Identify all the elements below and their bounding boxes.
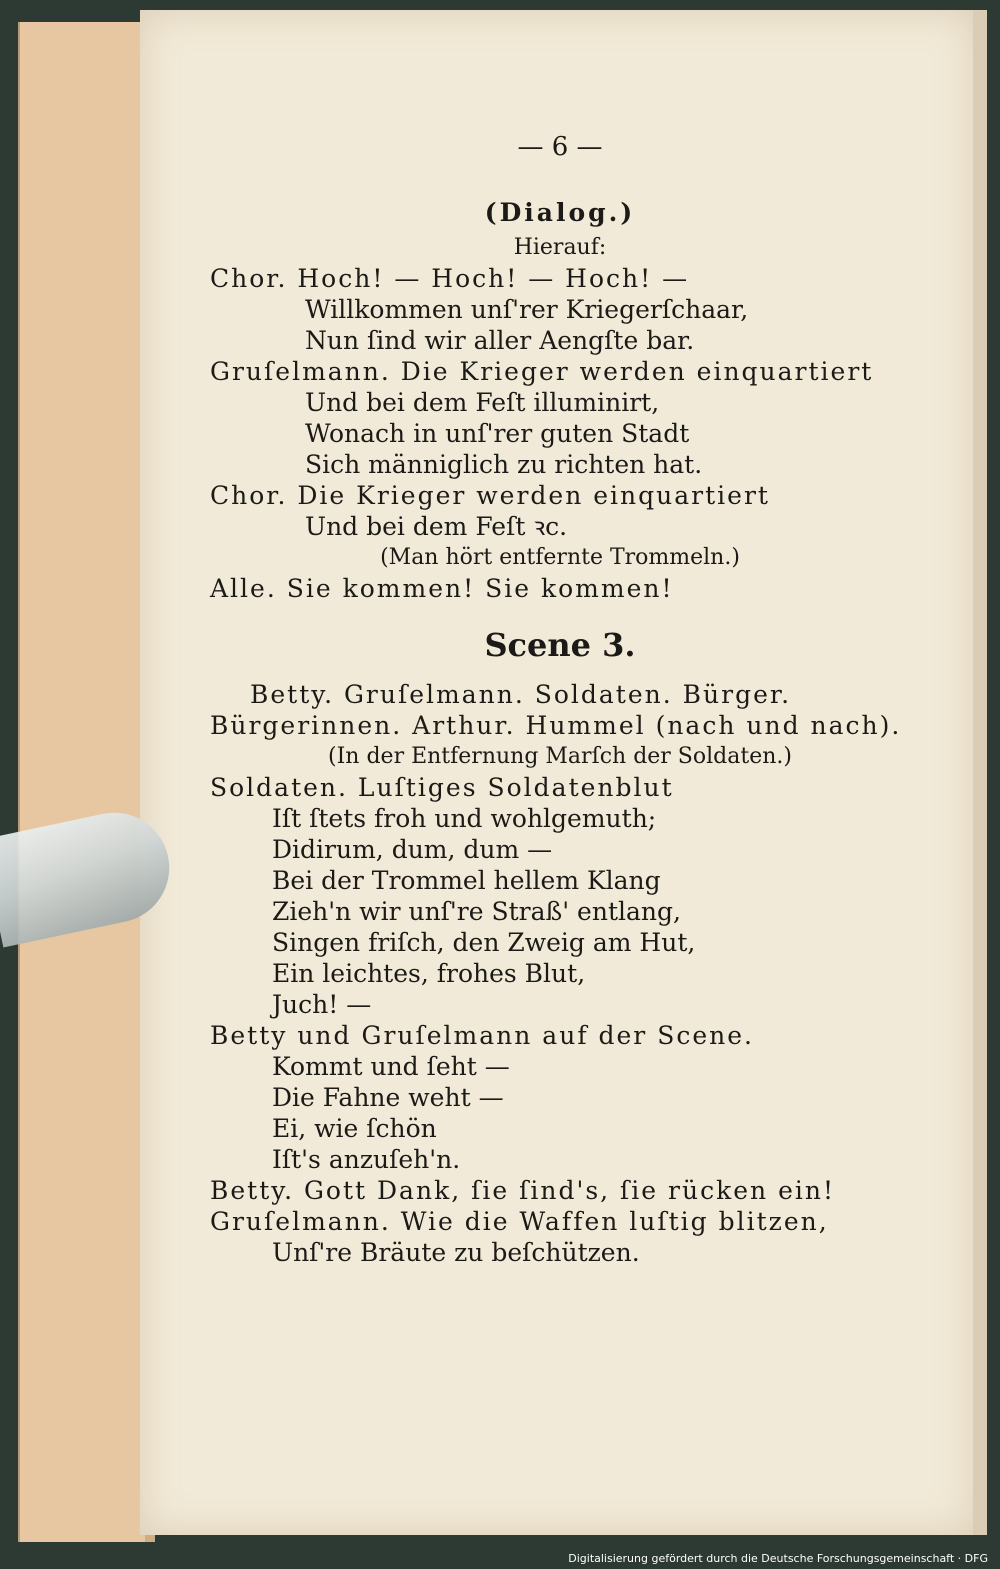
verse-line: Ei, wie ſchön [272,1114,437,1143]
verse-line: Iſt's anzuſeh'n. [272,1145,461,1174]
verse-line: Didirum, dum, dum — [272,835,553,864]
verse-line: Und bei dem Feſt ꝛc. [305,512,568,541]
verse-line: Chor. Hoch! — Hoch! — Hoch! — [210,264,690,293]
page-tab-strip [18,22,155,1542]
verse-line: Ein leichtes, frohes Blut, [272,959,586,988]
stage-direction: (In der Entfernung Marſch der Soldaten.) [328,744,792,769]
verse-line: Gruſelmann. Die Krieger werden einquartiert [210,357,874,386]
stage-direction: Hierauf: [513,235,607,260]
scene-title: Scene 3. [484,626,636,664]
verse-line: Unſ're Bräute zu beſchützen. [272,1238,640,1267]
page-text [210,120,910,1268]
stage-direction: (Man hört entfernte Trommeln.) [380,545,740,570]
verse-line: Betty. Gott Dank, ſie ſind's, ſie rücken ein! [210,1176,836,1205]
verse-line: Singen friſch, den Zweig am Hut, [272,928,696,957]
verse-line: Willkommen unſ'rer Kriegerſchaar, [305,295,749,324]
cast-line: Bürgerinnen. Arthur. Hummel (nach und nach). [210,711,902,740]
verse-line: Nun ſind wir aller Aengſte bar. [305,326,695,355]
verse-line: Wonach in unſ'rer guten Stadt [305,419,690,448]
verse-line: Betty und Gruſelmann auf der Scene. [210,1021,754,1050]
verse-line: Bei der Trommel hellem Klang [272,866,661,895]
verse-line: Soldaten. Luſtiges Soldatenblut [210,773,674,802]
verse-line: Chor. Die Krieger werden einquartiert [210,481,770,510]
page-edge [973,10,987,1535]
verse-line: Alle. Sie kommen! Sie kommen! [210,574,674,603]
verse-line: Kommt und ſeht — [272,1052,510,1081]
verse-line: Iſt ſtets froh und wohlgemuth; [272,804,657,833]
digitization-credit: Digitalisierung gefördert durch die Deutsche Forschungsgemeinschaft · DFG [568,1552,988,1565]
page-number: — 6 — [517,132,603,162]
verse-line: Gruſelmann. Wie die Waffen luſtig blitzen, [210,1207,829,1236]
verse-line: Sich männiglich zu richten hat. [305,450,703,479]
verse-line: Juch! — [272,990,372,1019]
cast-line: Betty. Gruſelmann. Soldaten. Bürger. [250,680,792,709]
dialog-heading: (Dialog.) [484,198,636,227]
verse-line: Und bei dem Feſt illuminirt, [305,388,660,417]
verse-line: Zieh'n wir unſ're Straß' entlang, [272,897,681,926]
verse-line: Die Fahne weht — [272,1083,504,1112]
